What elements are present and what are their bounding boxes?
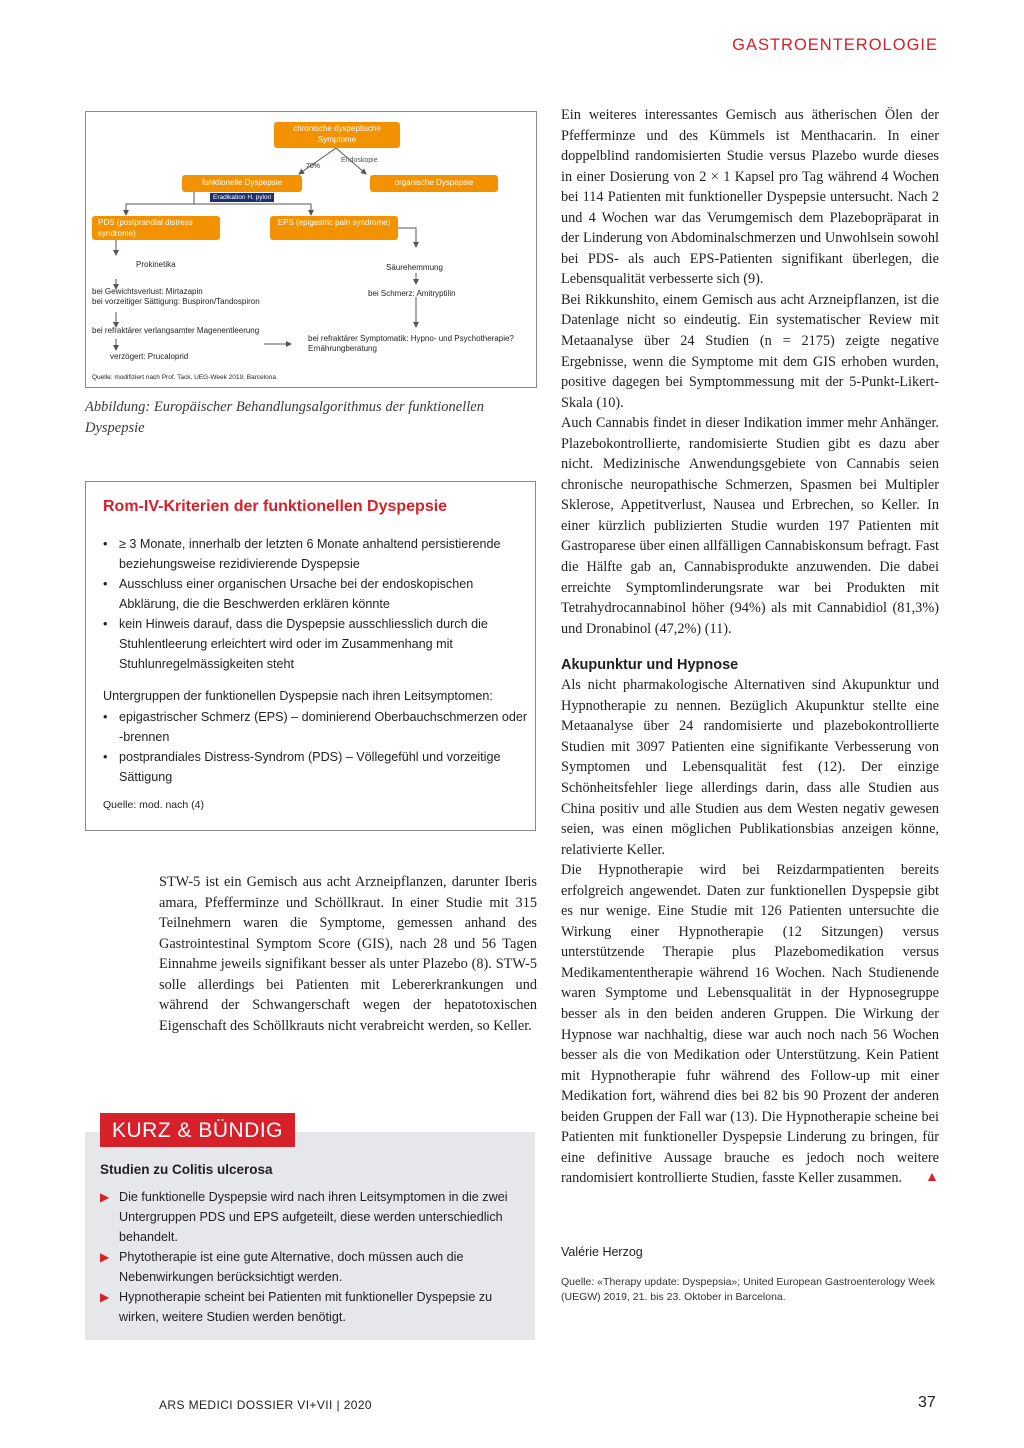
criteria-source: Quelle: mod. nach (4): [103, 799, 204, 811]
summary-title: KURZ & BÜNDIG: [100, 1113, 295, 1147]
subgroups-intro: Untergruppen der funktionellen Dyspepsie nach ihren Leitsymptomen:: [103, 689, 493, 703]
subgroups-list: [103, 707, 528, 787]
paragraph-menthacarin: Ein weiteres interessantes Gemisch aus ätherischen Ölen der Pfefferminze und des Kümmels ist Menthacarin. In einer doppelblind randomisierten Studie versus Plazebo wurde dieses in einer Dosierung von 2 × 1 Kapsel pro Tag während 4 Wochen bei 114 Patienten mit funktioneller Dyspepsie untersucht. Nach 2 und 4 Wochen war das Verumgemisch dem Plazebopräparat in der Linderung von Abdominalschmerzen und Unwohlsein sowohl bei PDS- als auch EPS-Patienten signifikant überlegen, die Lebensqualität verbesserte sich (9).: [561, 107, 939, 288]
criteria-item: • ≥ 3 Monate, innerhalb der letzten 6 Monate anhaltend persistierende beziehungsweise rezidivierende Dyspepsie: [103, 534, 528, 574]
paragraph-acupuncture: Als nicht pharmakologische Alternativen sind Akupunktur und Hypnotherapie zu nennen. Bezüglich Akupunktur stellte eine Metaanalyse über 24 randomisierte und plazebokontrollierte Studien mit 3097 Patienten eine signifikante Verbesserung von Symptomen und Lebensqualität fest (12). Der einzige Schönheitsfehler liege allerdings darin, dass alle Studien aus China positiv und alle Studien aus dem Westen negativ gewesen seien, was einen möglichen Publikationsbias anzeigen könne, relativierte Keller.: [561, 677, 939, 858]
label-endoscopy: Endoskopie: [341, 157, 378, 164]
box-functional-dyspepsia: funktionelle Dyspepsie: [182, 175, 302, 192]
label-slow-emptying: bei refraktärer verlangsamter Magenentleerung: [92, 326, 260, 335]
right-column: [561, 105, 939, 1189]
footer-journal: ARS MEDICI DOSSIER VI+VII | 2020: [159, 1398, 372, 1412]
figure-caption: Abbildung: Europäischer Behandlungsalgorithmus der funktionellen Dyspepsie: [85, 399, 484, 436]
label-refractory: bei refraktärer Symptomatik: Hypno- und Psychotherapie?: [308, 334, 514, 343]
summary-subtitle: Studien zu Colitis ulcerosa: [100, 1162, 273, 1177]
triangle-arrow-icon: ▶: [100, 1190, 110, 1204]
criteria-item: • Ausschluss einer organischen Ursache bei der endoskopischen Abklärung, die die Beschwerden erklären könnte: [103, 574, 528, 614]
label-weightloss: bei Gewichtsverlust: Mirtazapin: [92, 287, 203, 296]
summary-box: [85, 1132, 535, 1340]
criteria-item: • kein Hinweis darauf, dass die Dyspepsie ausschliesslich durch die Stuhlentleerung erleichtert wird oder im Zusammenhang mit Stuhlunregelmässigkeiten steht: [103, 614, 528, 674]
box-chronic-symptoms: chronische dyspeptische Symptome: [274, 122, 400, 148]
summary-item: ▶ Phytotherapie ist eine gute Alternative, doch müssen auch die Nebenwirkungen berücksichtigt werden.: [100, 1247, 525, 1287]
summary-list: [100, 1187, 525, 1327]
summary-item: ▶ Die funktionelle Dyspepsie wird nach ihren Leitsymptomen in die zwei Untergruppen PDS und EPS aufgeteilt, diese werden unterschiedlich behandelt.: [100, 1187, 525, 1247]
criteria-list: [103, 534, 528, 674]
criteria-box: [85, 481, 536, 831]
label-pain: bei Schmerz: Amitryptilin: [368, 289, 456, 298]
box-pds: PDS (postprandial distress syndrome): [92, 216, 220, 240]
label-prucalopride: verzögert: Prucaloprid: [110, 352, 189, 361]
label-prokinetics: Prokinetika: [136, 260, 176, 269]
subgroup-item: • postprandiales Distress-Syndrom (PDS) – Völlegefühl und vorzeitige Sättigung: [103, 747, 528, 787]
paragraph-cannabis: Auch Cannabis findet in dieser Indikation immer mehr Anhänger. Plazebokontrollierte, randomisierte Studien gibt es dazu aber nicht. Medizinische Anwendungsgebiete von Cannabis seien chronische neuropathische Schmerzen, Spasmen bei Multipler Sklerose, Appetitverlust, Nausea und Erbrechen, so Keller. In einer kürzlich publizierten Studie wurden 197 Patienten mit Gastroparese über einen allfälligen Cannabiskonsum befragt. Fast die Hälfte gab an, Cannabisprodukte anzuwenden. Die dabei erreichte Symptomlinderungsrate war bei Produkten mit Tetrahydrocannabinol höher (94%) als mit Cannabidiol (81,3%) und Dronabinol (47,2%) (11).: [561, 415, 939, 637]
criteria-title: Rom-IV-Kriterien der funktionellen Dyspepsie: [103, 498, 448, 515]
end-triangle-icon: ▲: [925, 1170, 939, 1186]
section-label: GASTROENTEROLOGIE: [732, 36, 938, 54]
paragraph-hypnotherapy: Die Hypnotherapie wird bei Reizdarmpatienten bereits erfolgreich angewendet. Daten zur funktionellen Dyspepsie gibt es nur wenige. Eine Studie mit 126 Patienten untersuchte die Wirkung einer Hypnotherapie (12 Sitzungen) versus unterstützende Therapie plus Plazebomedikation versus Medikamententherapie während 16 Wochen. Nach Studienende waren Symptome und Lebensqualität in der Hypnosegruppe besser als in den beiden anderen Gruppen. Die Wirkung der Hypnose war nachhaltig, diese war auch noch nach 56 Wochen besser als die von Medikation oder Unterstützung. Kein Patient mit Hypnotherapie fuhr während des Follow-up mit einer Medikation fort, während dies bei 82 bis 90 Prozent der anderen beiden Gruppen der Fall war (13). Die Hypnotherapie scheine bei Patienten mit funktioneller Dyspepsie Linderung zu bringen, für eine definitive Aussage brauche es jedoch noch weitere randomisiert kontrollierte Studien, fasste Keller zusammen. ▲: [561, 860, 939, 1189]
tag-eradication: Eradikation H. pylori: [210, 193, 274, 202]
subheading-acupuncture: Akupunktur und Hypnose: [561, 657, 739, 674]
label-nutrition: Ernährungberatung: [308, 344, 377, 353]
summary-item: ▶ Hypnotherapie scheint bei Patienten mit funktioneller Dyspepsie zu wirken, weitere Studien werden benötigt.: [100, 1287, 525, 1327]
source-note: Quelle: «Therapy update: Dyspepsia»; United European Gastroenterology Week (UEGW) 2019, 21. bis 23. Oktober in Barcelona.: [561, 1276, 935, 1303]
author: Valérie Herzog: [561, 1245, 643, 1259]
page-number: 37: [918, 1394, 936, 1411]
box-eps: EPS (epigastric pain syndrome): [270, 216, 398, 240]
label-acid-suppression: Säurehemmung: [386, 263, 443, 272]
triangle-arrow-icon: ▶: [100, 1250, 110, 1264]
subgroup-item: • epigastrischer Schmerz (EPS) – dominierend Oberbauchschmerzen oder -brennen: [103, 707, 528, 747]
label-percent: 70%: [306, 163, 321, 170]
figure-source: Quelle: modifiziert nach Prof. Tack, UEG-Week 2019, Barcelona: [92, 374, 277, 381]
box-organic-dyspepsia: organische Dyspepsie: [370, 175, 498, 192]
label-satiety: bei vorzeitiger Sättigung: Buspiron/Tandospiron: [92, 297, 260, 306]
algorithm-figure: [85, 111, 537, 388]
left-body-paragraph: STW-5 ist ein Gemisch aus acht Arzneipflanzen, darunter Iberis amara, Pfefferminze und Schöllkraut. In einer Studie mit 315 Teilnehmern waren die Symptome, gemessen anhand des Gastrointestinal Symptom Score (GIS), nach 28 und 56 Tagen Einnahme jeweils signifikant besser als unter Plazebo (8). STW-5 solle allerdings bei Patienten mit Lebererkrankungen und während der Schwangerschaft wegen der hepatotoxischen Eigenschaft des Schöllkrauts nicht verabreicht werden, so Keller.: [159, 874, 537, 1034]
paragraph-rikkunshito: Bei Rikkunshito, einem Gemisch aus acht Arzneipflanzen, ist die Datenlage nicht so eindeutig. Ein systematischer Review mit Metaanalyse über 24 Studien (n = 2175) zeigte negative Ergebnisse, wenn die Symptome mit dem GIS erhoben wurden, positive dagegen bei Symptommessung mit der 5-Punkt-Likert-Skala (10).: [561, 291, 939, 411]
triangle-arrow-icon: ▶: [100, 1290, 110, 1304]
